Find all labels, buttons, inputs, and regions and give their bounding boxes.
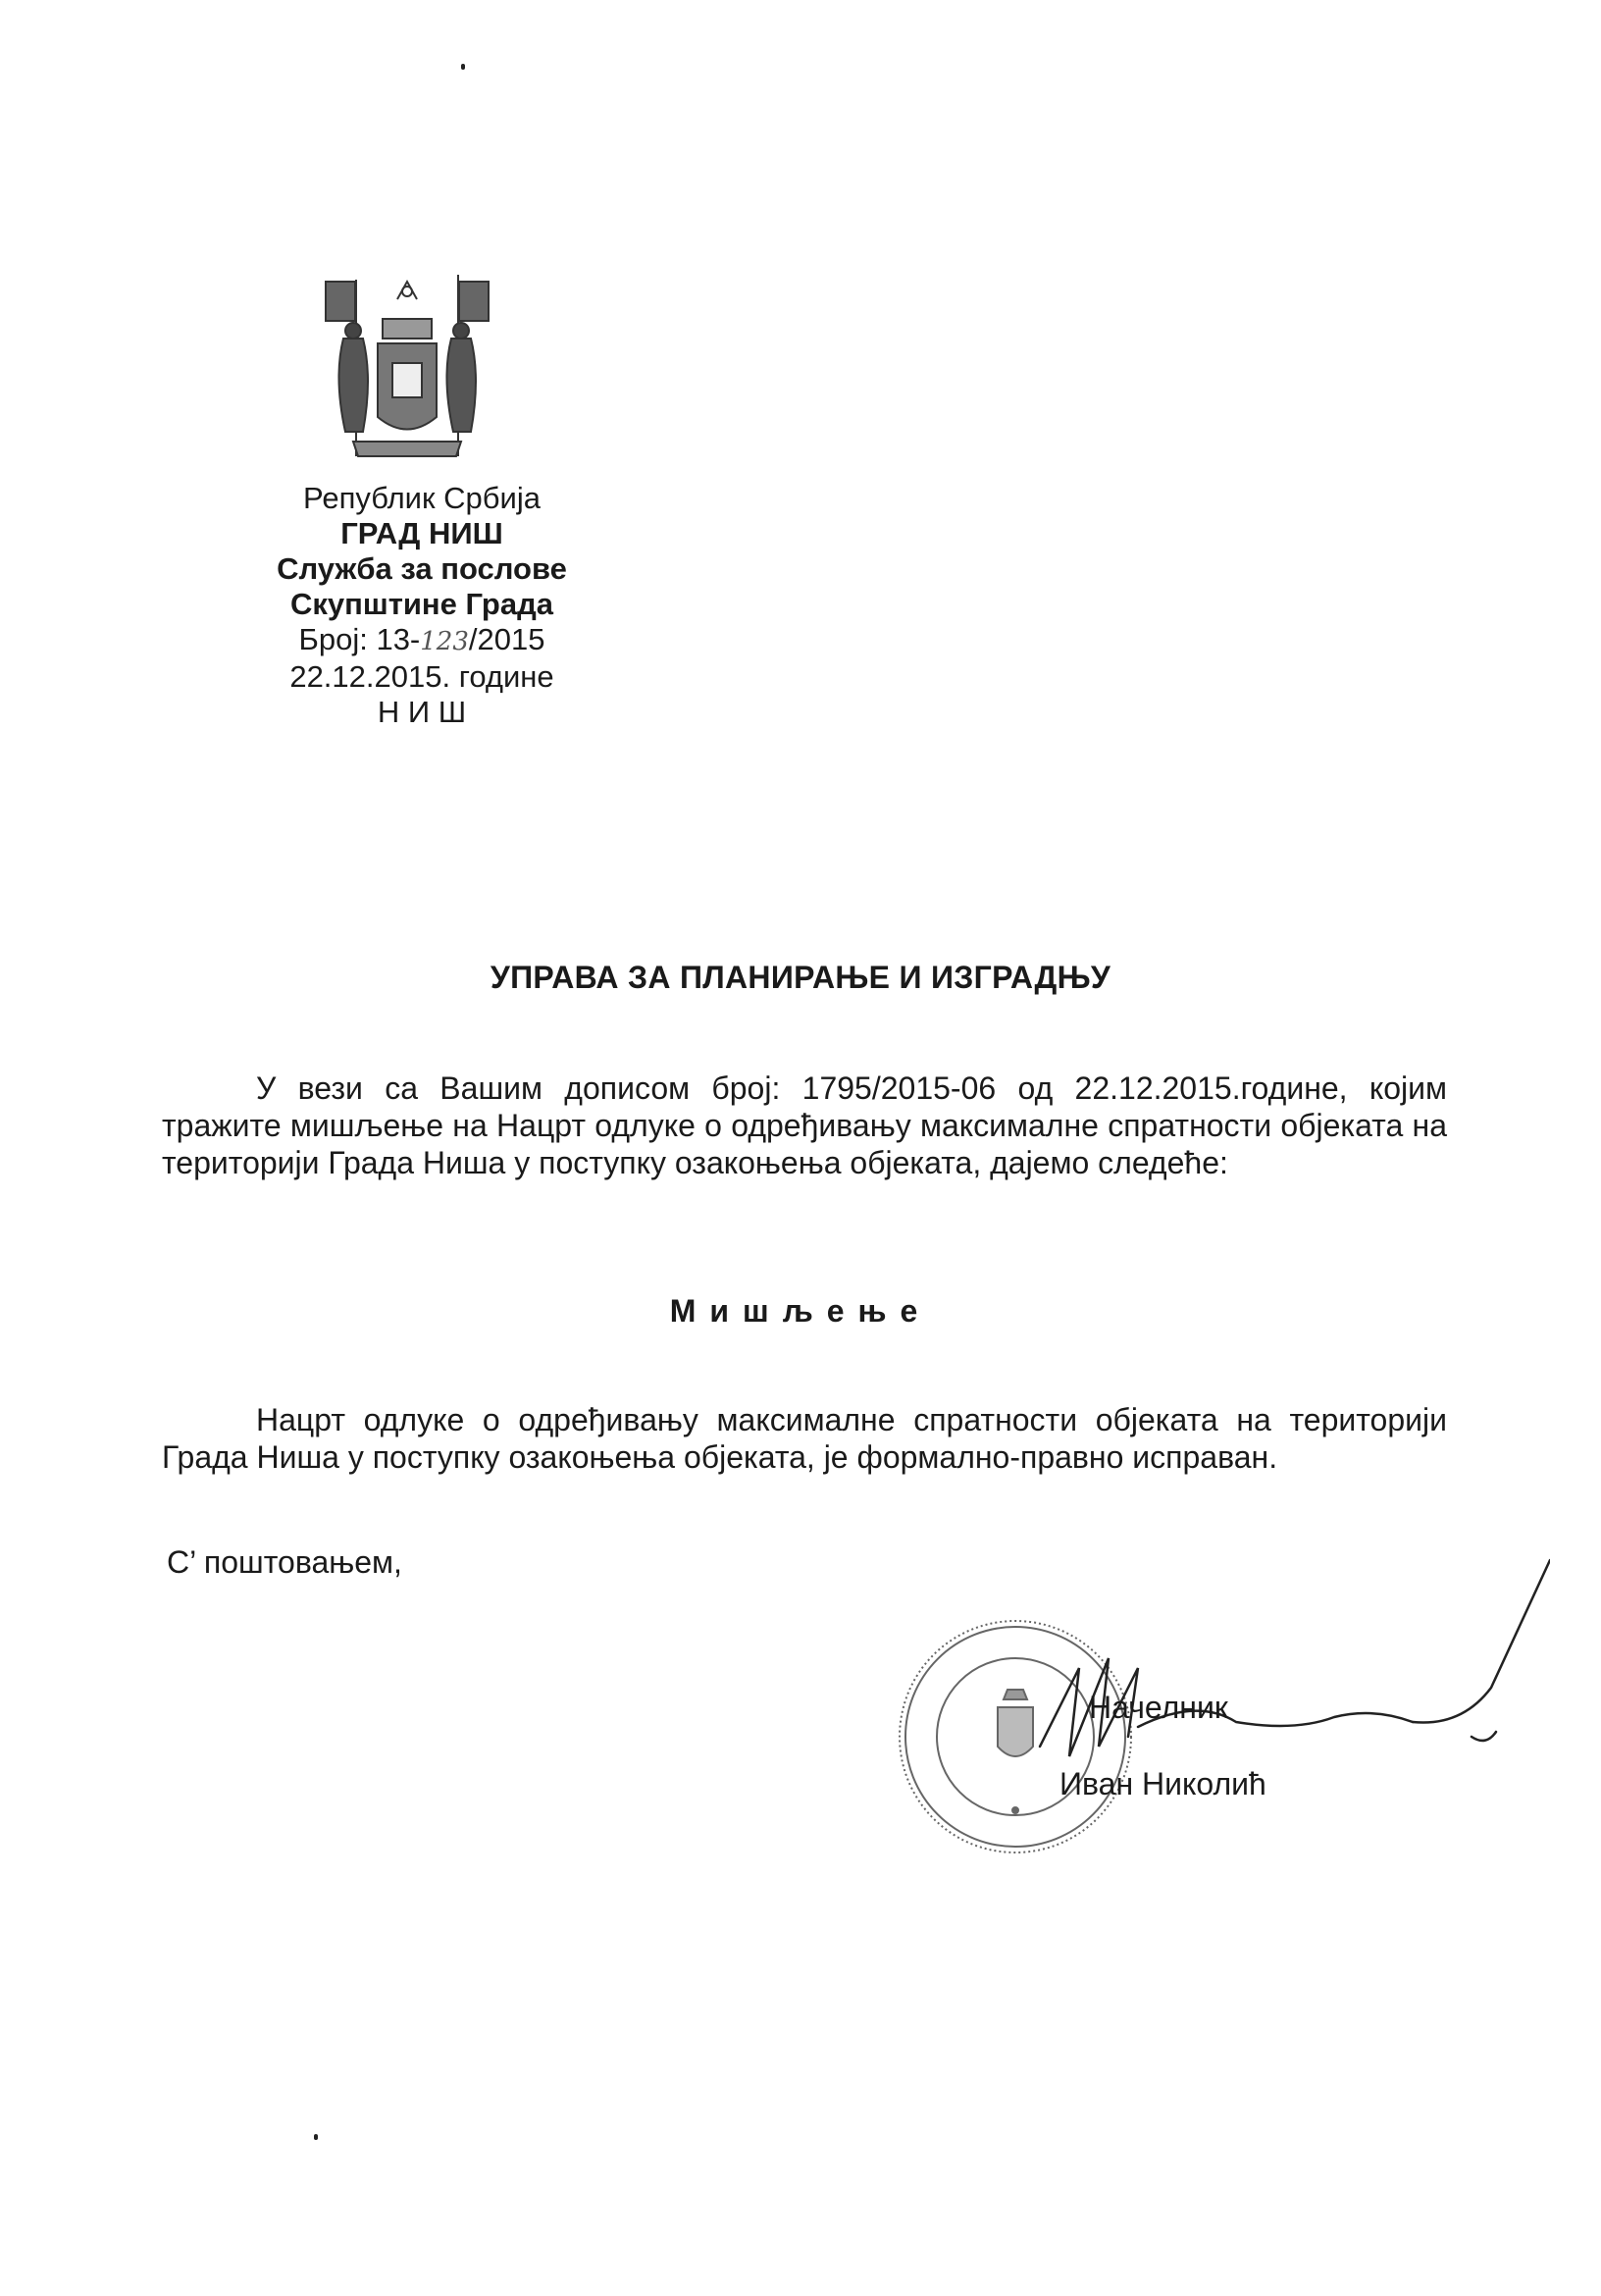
signatory-title: Начелник: [1089, 1690, 1228, 1725]
document-number: [245, 622, 598, 659]
opinion-title: Мишљење: [669, 1293, 932, 1329]
document-number-prefix: Број: 13-: [298, 622, 421, 656]
document-place: Н И Ш: [377, 695, 467, 729]
service-name-line1: Служба за послове: [277, 551, 567, 586]
document-date: 22.12.2015. године: [289, 659, 554, 694]
city-name: ГРАД НИШ: [340, 516, 503, 550]
scan-speck: [461, 64, 465, 70]
body-paragraph-1-text: У вези са Вашим дописом број: 1795/2015-06 од 22.12.2015.године, којим тражите мишљење на Нацрт одлуке о одређивању максималне спратности објеката на територији Града Ниша у поступку озакоњења објеката, дајемо следеће:: [162, 1070, 1447, 1180]
city-coat-of-arms: [324, 270, 491, 471]
service-name-line2: Скупштине Града: [289, 587, 553, 621]
body-paragraph-1: [162, 1070, 1447, 1181]
scan-speck: [314, 2134, 318, 2140]
document-number-handwritten: 123: [420, 627, 469, 656]
closing-salutation: С’ поштовањем,: [167, 1544, 402, 1580]
document-number-suffix: /2015: [468, 622, 545, 656]
country-name: Републик Србија: [303, 481, 541, 515]
sender-header: [245, 481, 598, 730]
signatory-name: Иван Николић: [1059, 1766, 1266, 1801]
body-paragraph-2: [162, 1401, 1447, 1476]
body-paragraph-2-text: Нацрт одлуке о одређивању максималне спратности објеката на територији Града Ниша у поступку озакоњења објеката, је формално-правно исправан.: [162, 1402, 1447, 1475]
recipient-heading: УПРАВА ЗА ПЛАНИРАЊЕ И ИЗГРАДЊУ: [490, 960, 1111, 995]
